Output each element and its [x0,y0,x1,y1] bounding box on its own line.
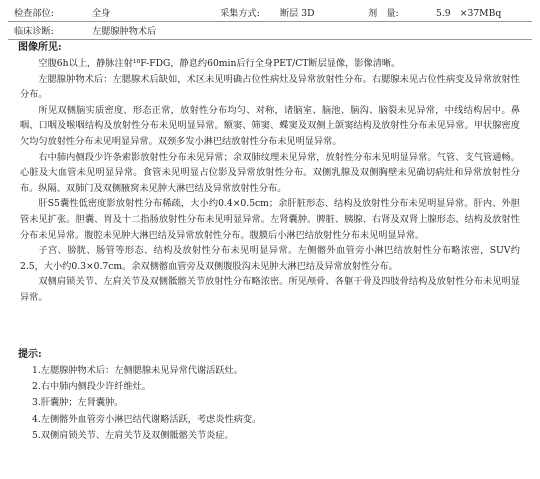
body-part-label: 检查部位: [14,8,54,19]
findings-paragraph: 所见双侧脑实质密度、形态正常，放射性分布均匀、对称，诸脑室、脑池、脑沟、脑裂未见异常，中线结构居中。鼻咽、口咽及喉咽结构及放射性分布未见明显异常。额窦、筛窦、蝶窦及双侧上颌窦结构及放射性分布未见异常。甲状腺密度欠均匀放射性分布未见明显异常。双颈多发小淋巴结放射性分布未见明显异常。 [20,104,520,147]
hint-item: 2.右中肺内侧段少许纤维灶。 [32,381,152,393]
hint-item: 3.肝囊肿；左肾囊肿。 [32,397,124,409]
hints-heading: 提示: [18,349,42,360]
body-part-value: 全身 [92,8,111,19]
acquisition-value: 断层 3D [280,8,315,19]
findings-paragraph: 空腹6h以上，静脉注射¹⁸F-FDG，静息约60min后行全身PET/CT断层显像，影像清晰。 [38,58,401,69]
findings-paragraph: 右中肺内侧段少许条索影放射性分布未见异常；余双肺纹理未见异常，放射性分布未见明显异常。气管、支气管通畅。心脏及大血管未见明显异常。食管未见明显占位影及异常放射性分布。双侧乳腺及双侧胸壁未见确切病灶和异常放射性分布。纵隔、双肺门及双侧腋窝未见肿大淋巴结及异常放射性分布。 [20,151,520,194]
dose-label: 剂 量: [368,8,399,19]
findings-paragraph: 子宫、膀胱、肠管等形态、结构及放射性分布未见明显异常。左侧髂外血管旁小淋巴结放射性分布略浓密，SUV约2.5，大小约0.3×0.7cm。余双侧髂血管旁及双侧腹股沟未见肿大淋巴结及异常放射性分布。 [20,245,520,272]
diagnosis-label: 临床诊断: [14,26,54,37]
findings-paragraph: 肝S5囊性低密度影放射性分布稀疏，大小约0.4×0.5cm；余肝脏形态、结构及放射性分布未见明显异常。肝内、外胆管未见扩张。胆囊、胃及十二指肠放射性分布未见明显异常。左肾囊肿。脾脏、胰腺、右肾及双肾上腺形态、结构及放射性分布未见异常。腹腔未见肿大淋巴结及异常放射性分布。腹膜后小淋巴结放射性分布未见明显异常。 [20,198,520,241]
acquisition-label: 采集方式: [220,8,260,19]
findings-paragraph: 双侧肩锁关节、左肩关节及双侧骶髂关节放射性分布略浓密。所见颅骨、各躯干骨及四肢骨结构及放射性分布未见明显异常。 [20,276,520,303]
dose-value: 5.9 ×37MBq [436,8,502,19]
hints-list [32,363,522,444]
diagnosis-value: 左腮腺肿物术后 [92,26,157,37]
findings-section [20,56,520,306]
findings-heading: 图像所见: [18,42,62,53]
hint-item: 4.左侧髂外血管旁小淋巴结代谢略活跃，考虑炎性病变。 [32,413,262,425]
findings-paragraph: 左腮腺肿物术后：左腮腺术后缺如，术区未见明确占位性病灶及异常放射性分布。右腮腺未见占位性病变及异常放射性分布。 [20,73,520,101]
report-header-row-1 [8,4,532,22]
report-header-row-2 [8,22,532,40]
hint-item: 1.左腮腺肿物术后：左侧腮腺未见异常代谢活跃灶。 [32,365,243,376]
hint-item: 5.双侧肩锁关节、左肩关节及双侧骶髂关节炎症。 [32,429,234,441]
